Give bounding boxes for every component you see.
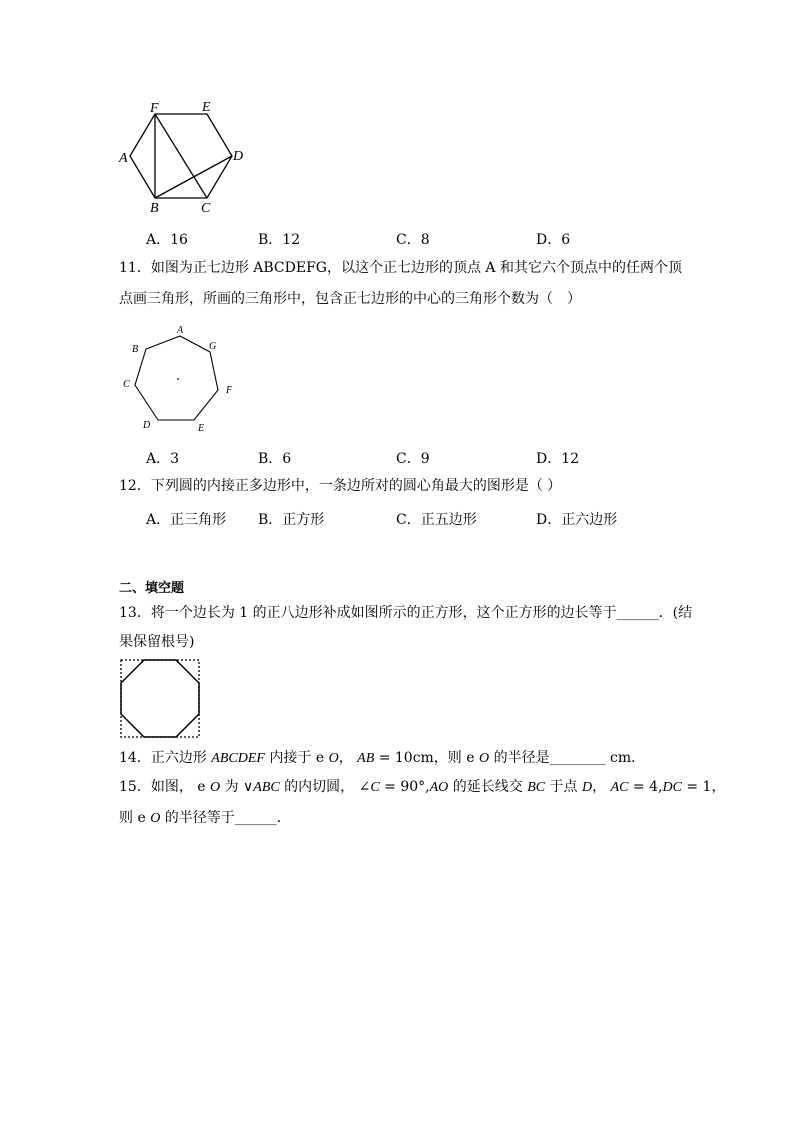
label-D: D: [233, 149, 244, 164]
q14-circle-name: O: [328, 751, 339, 766]
q14-mid2: ，: [338, 750, 358, 766]
q15-text-d: = 90°,: [379, 779, 430, 795]
heptagon-outline: [135, 336, 218, 420]
q15-angle-c: C: [370, 780, 380, 795]
q15-text-2a: 则 e: [119, 810, 151, 826]
q12-option-c: C．正五边形: [396, 512, 477, 528]
q10-option-a: A．16: [146, 232, 188, 248]
q10-option-c: C．8: [396, 232, 430, 248]
q13-line-1: 13．将一个边长为 1 的正八边形补成如图所示的正方形，这个正方形的边长等于______．(结: [119, 605, 693, 621]
q15-circle-o-2: O: [150, 811, 161, 826]
q14-hexagon-name: ABCDEF: [211, 751, 265, 766]
heptagon-figure: [135, 336, 218, 420]
q13-line-2: 果保留根号): [119, 634, 195, 650]
diagonal-bd: [155, 156, 232, 198]
q15-line-2: [119, 808, 291, 829]
q11-option-a: A．3: [146, 451, 180, 467]
label-A: A: [119, 151, 128, 166]
q14-circle-name-2: O: [479, 751, 490, 766]
hept-label-C: C: [123, 379, 130, 390]
q15-segment-ao: AO: [429, 780, 449, 795]
q11-option-d: D．12: [536, 451, 580, 467]
hept-label-A: A: [177, 325, 184, 336]
q12-option-a: A．正三角形: [146, 512, 227, 528]
label-F: F: [150, 101, 159, 116]
q14-eq: = 10cm，则 e: [374, 750, 479, 766]
q15-text-i: = 1，: [681, 779, 726, 795]
q15-segment-ac: AC: [610, 780, 629, 795]
q15-circle-o: O: [210, 780, 221, 795]
q15-text-b: 为 ∨: [220, 779, 254, 795]
q15-triangle-abc: ABC: [253, 780, 280, 795]
q15-segment-dc: DC: [662, 780, 682, 795]
q15-text-a: 15．如图， e: [119, 779, 210, 795]
label-B: B: [150, 201, 159, 216]
label-C: C: [201, 201, 211, 216]
q15-text-h: = 4,: [628, 779, 663, 795]
label-E: E: [202, 100, 211, 115]
q15-line-1: [119, 777, 725, 798]
q15-segment-bc: BC: [527, 780, 546, 795]
q12-option-b: B．正方形: [258, 512, 325, 528]
section-heading: 二、填空题: [119, 581, 185, 596]
q15-text-c: 的内切圆， ∠: [279, 779, 371, 795]
q11-line-1: 11．如图为正七边形 ABCDEFG，以这个正七边形的顶点 A 和其它六个顶点中的任两个顶: [119, 260, 682, 276]
q12-line-1: 12．下列圆的内接正多边形中，一条边所对的圆心角最大的图形是（ ）: [119, 478, 562, 494]
q10-option-b: B．12: [258, 232, 301, 248]
hept-label-D: D: [143, 420, 151, 431]
hept-label-B: B: [132, 344, 139, 355]
q15-text-f: 于点: [545, 779, 582, 795]
q15-text-g: ，: [592, 779, 611, 795]
hept-label-F: F: [226, 385, 233, 396]
heptagon-center-dot: [177, 378, 179, 380]
q11-option-b: B．6: [258, 451, 292, 467]
q15-text-2b: 的半径等于______．: [160, 810, 291, 826]
q14-tail: 的半径是________ cm．: [489, 750, 646, 766]
hept-label-G: G: [209, 341, 217, 352]
q15-text-e: 的延长线交: [448, 779, 528, 795]
q14-prefix: 14．正六边形: [119, 750, 212, 766]
q15-point-d: D: [582, 780, 593, 795]
q14-mid1: 内接于 e: [264, 750, 329, 766]
hept-label-E: E: [198, 423, 205, 434]
diagonal-fc: [155, 114, 207, 198]
octagon-outline: [121, 660, 199, 737]
q14-line: [119, 748, 645, 769]
q11-option-c: C．9: [396, 451, 430, 467]
q14-segment-ab: AB: [357, 751, 375, 766]
q12-option-d: D．正六边形: [536, 512, 618, 528]
q11-line-2: 点画三角形，所画的三角形中，包含正七边形的中心的三角形个数为（ ）: [119, 291, 581, 307]
q10-option-d: D．6: [536, 232, 571, 248]
